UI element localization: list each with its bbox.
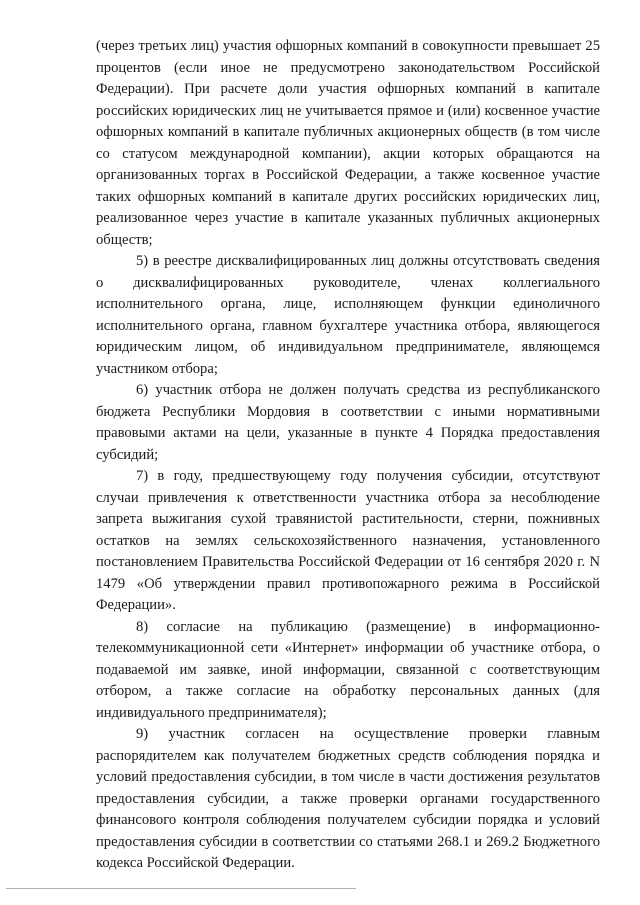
document-body	[96, 36, 600, 875]
footer-divider	[6, 888, 356, 889]
paragraph-continuation: (через третьих лиц) участия офшорных компаний в совокупности превышает 25 процентов (если иное не предусмотрено законодательством Российской Федерации). При расчете доли участия офшорных компаний в капитале российских юридических лиц не учитывается прямое и (или) косвенное участие офшорных компаний в капитале публичных акционерных обществ (в том числе со статусом международной компании), акции которых обращаются на организованных торгах в Российской Федерации, а также косвенное участие таких офшорных компаний в капитале других российских юридических лиц, реализованное через участие в капитале указанных публичных акционерных обществ;	[96, 38, 600, 248]
paragraph-item-7: 7) в году, предшествующему году получения субсидии, отсутствуют случаи привлечения к ответственности участника отбора за несоблюдение запрета выжигания сухой травянистой растительности, стерни, пожнивных остатков на землях сельскохозяйственного назначения, установленного постановлением Правительства Российской Федерации от 16 сентября 2020 г. N 1479 «Об утверждении правил противопожарного режима в Российской Федерации».	[96, 468, 600, 613]
paragraph-item-5: 5) в реестре дисквалифицированных лиц должны отсутствовать сведения о дисквалифицированных руководителе, членах коллегиального исполнительного органа, лице, исполняющем функции единоличного исполнительного органа, главном бухгалтере участника отбора, являющегося юридическим лицом, об индивидуальном предпринимателе, являющемся участником отбора;	[96, 253, 600, 377]
paragraph-item-8: 8) согласие на публикацию (размещение) в информационно-телекоммуникационной сети «Интернет» информации об участнике отбора, о подаваемой им заявке, иной информации, связанной с соответствующим отбором, а также согласие на обработку персональных данных (для индивидуального предпринимателя);	[96, 618, 600, 721]
paragraph-item-6: 6) участник отбора не должен получать средства из республиканского бюджета Республики Мордовия в соответствии с иными нормативными правовыми актами на цели, указанные в пункте 4 Порядка предоставления субсидий;	[96, 382, 600, 463]
paragraph-item-9: 9) участник согласен на осуществление проверки главным распорядителем как получателем бюджетных средств соблюдения порядка и условий предоставления субсидии, в том числе в части достижения результатов предоставления субсидии, а также проверки органами государственного финансового контроля соблюдения получателем субсидии порядка и условий предоставления субсидии в соответствии со статьями 268.1 и 269.2 Бюджетного кодекса Российской Федерации.	[96, 726, 600, 871]
